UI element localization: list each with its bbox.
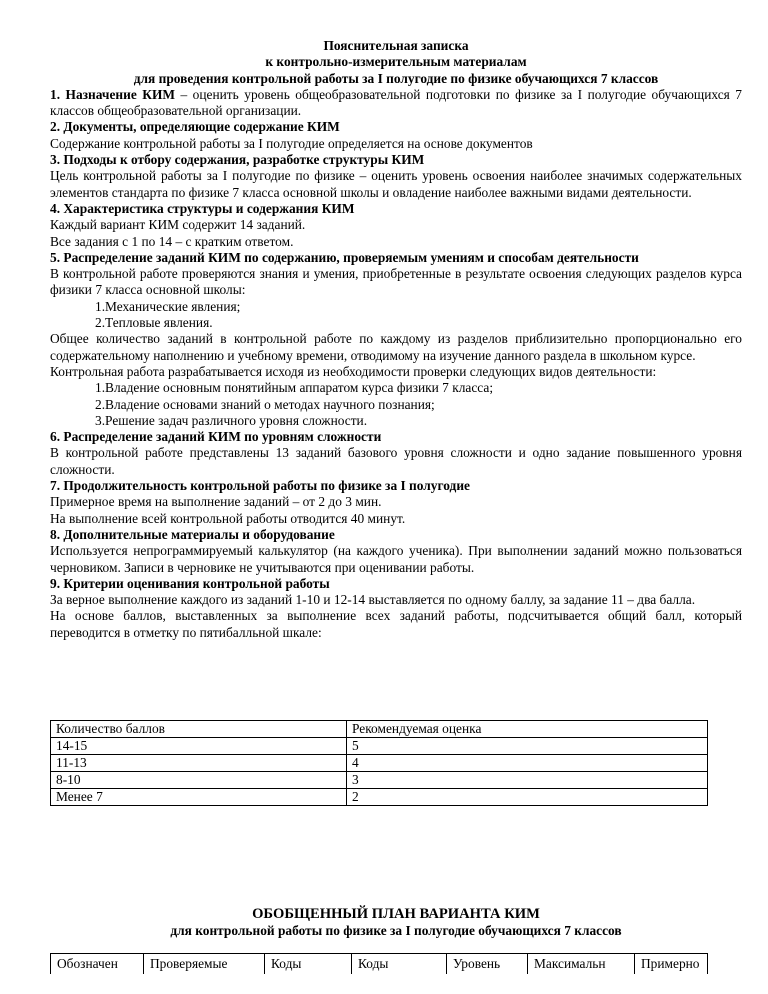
section-9-para2: На основе баллов, выставленных за выполнение всех заданий работы, подсчитывается общий балл, который переводится в отметку по пятибалльной шкале:	[50, 608, 742, 640]
list-item: 3.Решение задач различного уровня сложности.	[95, 412, 368, 428]
section-2-heading: 2. Документы, определяющие содержание КИМ	[50, 119, 340, 135]
table-row	[51, 738, 708, 755]
plan-col-designation: Обозначен	[51, 954, 144, 975]
section-1	[50, 87, 742, 120]
table-row	[51, 789, 708, 806]
section-6-text: В контрольной работе представлены 13 заданий базового уровня сложности и одно задание повышенного уровня сложности.	[50, 445, 742, 477]
plan-col-max: Максимальн	[528, 954, 635, 975]
table-cell: 11-13	[51, 755, 347, 772]
doc-title-line1: Пояснительная записка	[323, 38, 469, 53]
table-cell: 2	[347, 789, 708, 806]
table-cell: 3	[347, 772, 708, 789]
section-3-heading: 3. Подходы к отбору содержания, разработке структуры КИМ	[50, 152, 425, 168]
section-4-line2: Все задания с 1 по 14 – с кратким ответом.	[50, 233, 294, 249]
section-2-text: Содержание контрольной работы за I полугодие определяется на основе документов	[50, 135, 533, 151]
list-item: 2.Владение основами знаний о методах научного познания;	[95, 396, 435, 412]
section-6-heading: 6. Распределение заданий КИМ по уровням сложности	[50, 429, 382, 445]
section-8-text: Используется непрограммируемый калькулятор (на каждого ученика). При выполнении заданий можно пользоваться черновиком. Записи в черновике не учитываются при оценивании работы.	[50, 543, 742, 575]
list-item: 1.Механические явления;	[95, 298, 241, 314]
list-item: 2.Тепловые явления.	[95, 315, 213, 331]
table-row	[51, 755, 708, 772]
section-9-para1: За верное выполнение каждого из заданий 1-10 и 12-14 выставляется по одному баллу, за задание 11 – два балла.	[50, 592, 696, 608]
table-cell: Менее 7	[51, 789, 347, 806]
section-4-heading: 4. Характеристика структуры и содержания КИМ	[50, 200, 355, 216]
table-cell: 8-10	[51, 772, 347, 789]
plan-col-level: Уровень	[447, 954, 528, 975]
section-7-line2: На выполнение всей контрольной работы отводится 40 минут.	[50, 510, 406, 526]
section-5-list	[50, 299, 742, 332]
section-5-intro: В контрольной работе проверяются знания и умения, приобретенные в результате освоения следующих разделов курса физики 7 класса основной школы:	[50, 266, 742, 298]
section-7-line1: Примерное время на выполнение заданий – от 2 до 3 мин.	[50, 494, 382, 510]
table-cell: 4	[347, 755, 708, 772]
section-4-line1: Каждый вариант КИМ содержит 14 заданий.	[50, 217, 306, 233]
activities-list	[50, 380, 742, 429]
table-header-row	[51, 954, 708, 975]
section-7-heading: 7. Продолжительность контрольной работы по физике за I полугодие	[50, 478, 470, 494]
plan-col-tested: Проверяемые	[144, 954, 265, 975]
table-header-cell: Количество баллов	[51, 721, 347, 738]
table-cell: 14-15	[51, 738, 347, 755]
table-row	[51, 772, 708, 789]
list-item: 1.Владение основным понятийным аппаратом курса физики 7 класса;	[95, 380, 494, 396]
table-cell: 5	[347, 738, 708, 755]
table-header-cell: Рекомендуемая оценка	[347, 721, 708, 738]
section-1-heading: 1. Назначение КИМ	[50, 86, 176, 102]
section-9-heading: 9. Критерии оценивания контрольной работы	[50, 575, 330, 591]
section-5-heading: 5. Распределение заданий КИМ по содержанию, проверяемым умениям и способам деятельности	[50, 249, 639, 265]
section-5-para3: Контрольная работа разрабатывается исходя из необходимости проверки следующих видов деятельности:	[50, 363, 657, 379]
plan-col-codes-1: Коды	[265, 954, 352, 975]
plan-subtitle: для контрольной работы по физике за I полугодие обучающихся 7 классов	[170, 923, 622, 938]
section-1-text: – оценить уровень общеобразовательной подготовки по физике за I полугодие обучающихся 7 классов общеобразовательной организации.	[50, 86, 742, 119]
plan-table	[50, 953, 708, 974]
doc-title-line2: к контрольно-измерительным материалам	[265, 54, 527, 70]
section-3-text: Цель контрольной работы за I полугодие по физике – оценить уровень освоения наиболее значимых содержательных элементов стандарта по физике 7 класса основной школы и овладение наиболее важными видами деятельности.	[50, 168, 742, 200]
section-5-para2: Общее количество заданий в контрольной работе по каждому из разделов приблизительно пропорционально его содержательному наполнению и учебному времени, отводимому на изучение данного раздела в школьном курсе.	[50, 331, 742, 363]
plan-title: ОБОБЩЕННЫЙ ПЛАН ВАРИАНТА КИМ	[252, 906, 540, 922]
doc-title-line3: для проведения контрольной работы за I полугодие по физике обучающихся 7 классов	[133, 70, 659, 86]
plan-col-codes-2: Коды	[352, 954, 447, 975]
plan-col-approx: Примерно	[635, 954, 708, 975]
section-8-heading: 8. Дополнительные материалы и оборудование	[50, 526, 335, 542]
grading-table	[50, 720, 708, 806]
explanatory-note	[50, 38, 742, 641]
table-header-row	[51, 721, 708, 738]
